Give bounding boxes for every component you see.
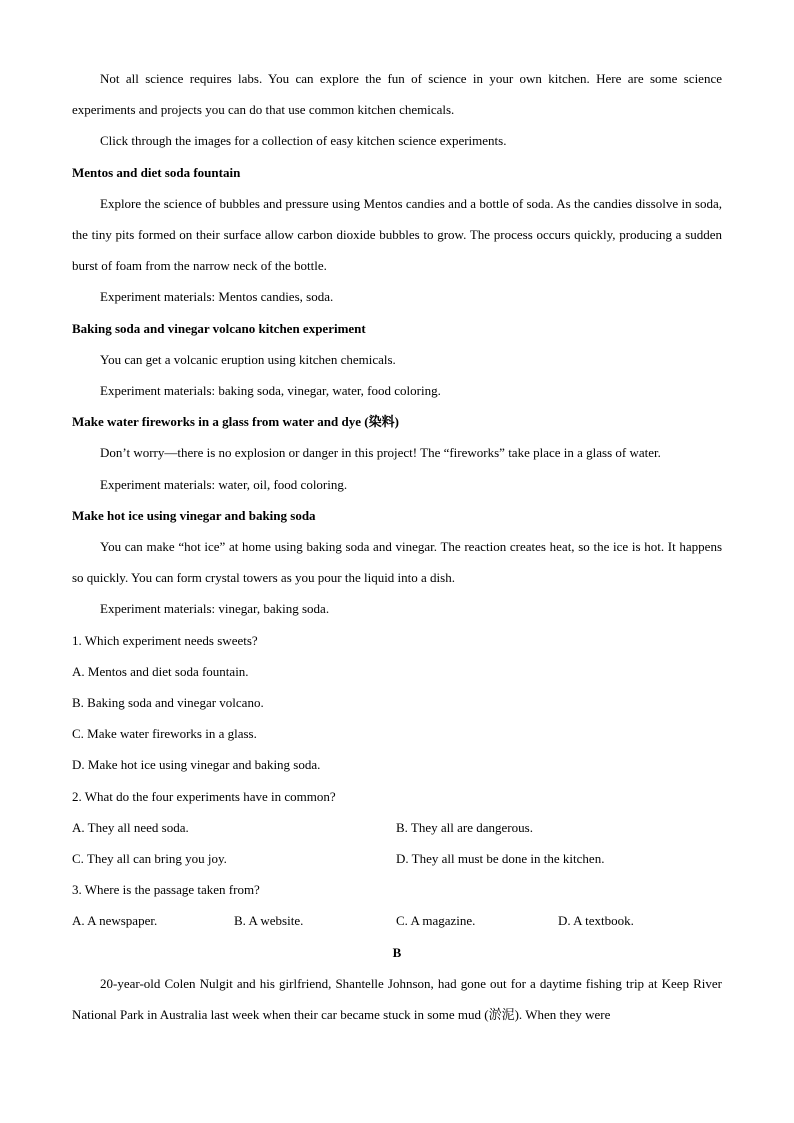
passage-b-label: B xyxy=(392,944,402,960)
question-1-option-a[interactable]: A. Mentos and diet soda fountain. xyxy=(72,663,249,679)
page-content xyxy=(72,63,722,1030)
experiment-4-title: Make hot ice using vinegar and baking soda xyxy=(72,507,316,523)
experiment-1-title: Mentos and diet soda fountain xyxy=(72,164,241,180)
question-3-options-row xyxy=(72,905,722,936)
experiment-3-materials: Experiment materials: water, oil, food coloring. xyxy=(100,476,348,492)
question-2-option-a[interactable]: A. They all need soda. xyxy=(72,819,189,835)
question-1-option-b[interactable]: B. Baking soda and vinegar volcano. xyxy=(72,695,264,711)
question-3-option-d[interactable]: D. A textbook. xyxy=(558,913,634,929)
experiment-3-description: Don’t worry—there is no explosion or danger in this project! The “fireworks” take place in a glass of water. xyxy=(100,445,661,461)
question-2-stem: 2. What do the four experiments have in common? xyxy=(72,788,336,804)
experiment-1-materials: Experiment materials: Mentos candies, soda. xyxy=(100,289,334,305)
question-1-option-d[interactable]: D. Make hot ice using vinegar and baking soda. xyxy=(72,757,321,773)
experiment-1-description: Explore the science of bubbles and pressure using Mentos candies and a bottle of soda. As the candies dissolve in soda, the tiny pits formed on their surface allow carbon dioxide bubbles to grow. The process occurs quickly, producing a sudden burst of foam from the narrow neck of the bottle. xyxy=(72,195,722,274)
question-1-option-c[interactable]: C. Make water fireworks in a glass. xyxy=(72,726,257,742)
experiment-2-materials: Experiment materials: baking soda, vinegar, water, food coloring. xyxy=(100,383,441,399)
question-2-options-row-2 xyxy=(72,843,722,874)
passage-b-text: 20-year-old Colen Nulgit and his girlfriend, Shantelle Johnson, had gone out for a daytime fishing trip at Keep River National Park in Australia last week when their car became stuck in some mud (淤泥). When they were xyxy=(72,975,722,1023)
intro-paragraph-1: Not all science requires labs. You can explore the fun of science in your own kitchen. Here are some science experiments and projects you can do that use common kitchen chemicals. xyxy=(72,71,722,118)
question-2-option-b[interactable]: B. They all are dangerous. xyxy=(396,819,533,835)
question-2-option-c[interactable]: C. They all can bring you joy. xyxy=(72,851,227,867)
question-3-stem: 3. Where is the passage taken from? xyxy=(72,882,260,898)
question-3-option-c[interactable]: C. A magazine. xyxy=(396,913,476,929)
experiment-2-description: You can get a volcanic eruption using kitchen chemicals. xyxy=(100,351,396,367)
question-2-options-row-1 xyxy=(72,812,722,843)
question-1-stem: 1. Which experiment needs sweets? xyxy=(72,632,258,648)
experiment-4-materials: Experiment materials: vinegar, baking soda. xyxy=(100,601,330,617)
experiment-4-description: You can make “hot ice” at home using baking soda and vinegar. The reaction creates heat, so the ice is hot. It happens so quickly. You can form crystal towers as you pour the liquid into a dish. xyxy=(72,539,722,586)
question-3-option-a[interactable]: A. A newspaper. xyxy=(72,913,158,929)
question-2-option-d[interactable]: D. They all must be done in the kitchen. xyxy=(396,851,605,867)
intro-paragraph-2: Click through the images for a collection of easy kitchen science experiments. xyxy=(100,133,507,149)
question-3-option-b[interactable]: B. A website. xyxy=(234,913,304,929)
experiment-3-title: Make water fireworks in a glass from water and dye (染料) xyxy=(72,414,399,430)
experiment-2-title: Baking soda and vinegar volcano kitchen experiment xyxy=(72,320,366,336)
